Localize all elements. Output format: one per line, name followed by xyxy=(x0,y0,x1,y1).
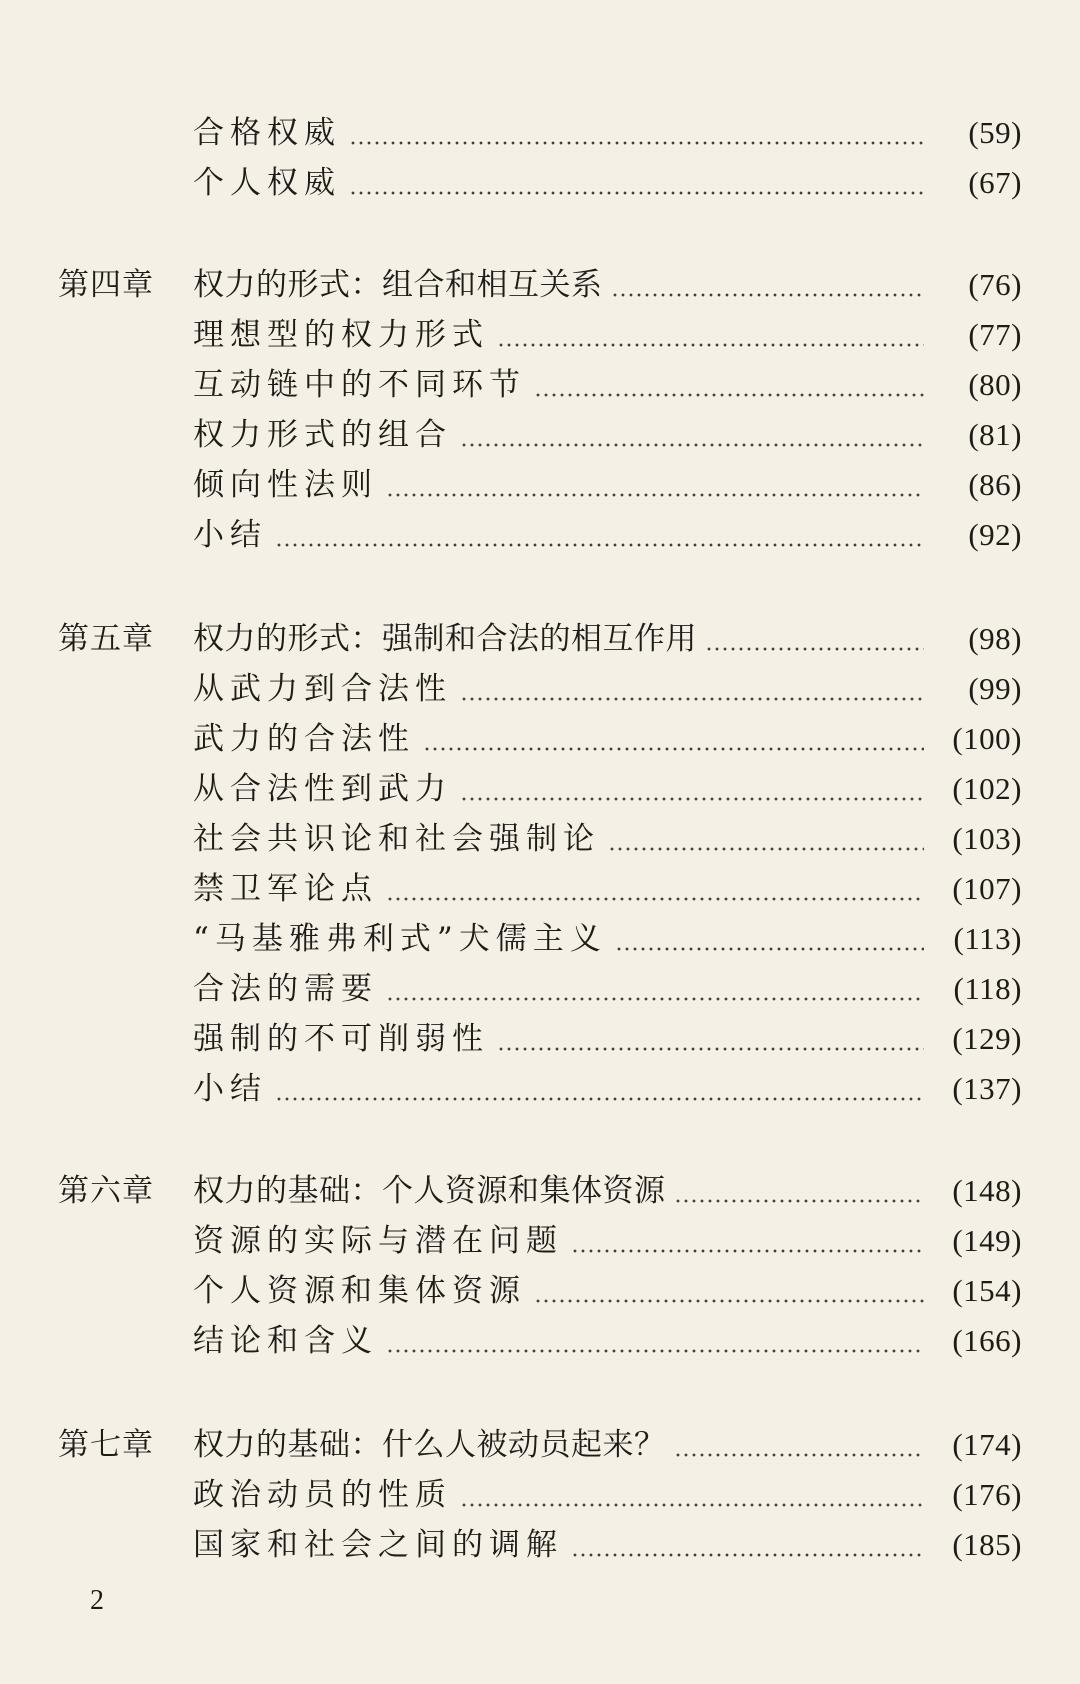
entry-title: “马基雅弗利式”犬儒主义 xyxy=(193,921,607,957)
entry-title: 小结 xyxy=(193,517,267,553)
page-folio-number: 2 xyxy=(90,1585,104,1616)
entry-title: 武力的合法性 xyxy=(193,721,415,757)
toc-entry xyxy=(0,310,1080,360)
toc-entry xyxy=(0,864,1080,914)
toc-entry xyxy=(0,664,1080,714)
toc-entry xyxy=(0,1470,1080,1520)
entry-title: 社会共识论和社会强制论 xyxy=(193,821,600,857)
entry-line xyxy=(193,664,1022,714)
page-number: (148) xyxy=(952,1173,1022,1208)
chapter-number: 第五章 xyxy=(58,621,154,657)
entry-line xyxy=(193,1014,1022,1064)
page-number: (185) xyxy=(952,1527,1022,1562)
entry-title: 资源的实际与潜在问题 xyxy=(193,1223,563,1259)
entry-line xyxy=(193,410,1022,460)
entry-line xyxy=(193,1216,1022,1266)
toc-entry xyxy=(0,158,1080,208)
dot-leader xyxy=(460,1470,924,1520)
dot-leader xyxy=(349,108,924,158)
entry-line xyxy=(193,614,1022,664)
entry-title: 个人权威 xyxy=(193,165,341,201)
chapter-heading xyxy=(0,1420,1080,1470)
entry-title: 强制的不可削弱性 xyxy=(193,1021,489,1057)
dot-leader xyxy=(674,1420,925,1470)
page-number: (102) xyxy=(952,771,1022,806)
entry-line xyxy=(193,108,1022,158)
dot-leader xyxy=(386,460,924,510)
entry-line xyxy=(193,1520,1022,1570)
entry-line xyxy=(193,1166,1022,1216)
dot-leader xyxy=(386,1316,924,1366)
entry-title: 政治动员的性质 xyxy=(193,1477,452,1513)
page-number: (99) xyxy=(968,671,1022,706)
page-number: (76) xyxy=(968,267,1022,302)
entry-title: 权力形式的组合 xyxy=(193,417,452,453)
dot-leader xyxy=(705,614,924,664)
chapter-title: 权力的形式：组合和相互关系 xyxy=(193,267,603,303)
page-number: (67) xyxy=(968,165,1022,200)
page-number: (137) xyxy=(952,1071,1022,1106)
toc-entry xyxy=(0,510,1080,560)
dot-leader xyxy=(534,360,924,410)
entry-line xyxy=(193,158,1022,208)
page-number: (77) xyxy=(968,317,1022,352)
entry-line xyxy=(193,1420,1022,1470)
toc-entry xyxy=(0,1216,1080,1266)
dot-leader xyxy=(275,510,924,560)
entry-title: 互动链中的不同环节 xyxy=(193,367,526,403)
page-number: (103) xyxy=(952,821,1022,856)
chapter-heading xyxy=(0,260,1080,310)
dot-leader xyxy=(460,664,924,714)
entry-line xyxy=(193,1266,1022,1316)
chapter-number: 第四章 xyxy=(58,267,154,303)
dot-leader xyxy=(349,158,924,208)
page-number: (118) xyxy=(953,971,1022,1006)
page-number: (86) xyxy=(968,467,1022,502)
chapter-heading xyxy=(0,614,1080,664)
entry-line xyxy=(193,1316,1022,1366)
toc-entry xyxy=(0,108,1080,158)
page-number: (129) xyxy=(952,1021,1022,1056)
toc-entry xyxy=(0,1014,1080,1064)
dot-leader xyxy=(423,714,924,764)
dot-leader xyxy=(460,410,924,460)
entry-line xyxy=(193,714,1022,764)
toc-entry xyxy=(0,410,1080,460)
dot-leader xyxy=(386,864,924,914)
chapter-title: 权力的基础：什么人被动员起来？ xyxy=(193,1427,666,1463)
chapter-number: 第七章 xyxy=(58,1427,154,1463)
entry-line xyxy=(193,260,1022,310)
page-number: (80) xyxy=(968,367,1022,402)
page-number: (59) xyxy=(968,115,1022,150)
page-number: (98) xyxy=(968,621,1022,656)
toc-entry xyxy=(0,1316,1080,1366)
chapter-title: 权力的形式：强制和合法的相互作用 xyxy=(193,621,697,657)
entry-title: 结论和含义 xyxy=(193,1323,378,1359)
chapter-number: 第六章 xyxy=(58,1173,154,1209)
page-number: (174) xyxy=(952,1427,1022,1462)
toc-entry xyxy=(0,1266,1080,1316)
toc-entry xyxy=(0,914,1080,964)
entry-title: 理想型的权力形式 xyxy=(193,317,489,353)
dot-leader xyxy=(386,964,924,1014)
entry-line xyxy=(193,814,1022,864)
dot-leader xyxy=(497,1014,924,1064)
entry-line xyxy=(193,1064,1022,1114)
entry-line xyxy=(193,764,1022,814)
dot-leader xyxy=(674,1166,925,1216)
page-number: (166) xyxy=(952,1323,1022,1358)
entry-line xyxy=(193,1470,1022,1520)
chapter-title: 权力的基础：个人资源和集体资源 xyxy=(193,1173,666,1209)
entry-line xyxy=(193,914,1022,964)
toc-entry xyxy=(0,460,1080,510)
toc-entry xyxy=(0,764,1080,814)
entry-title: 国家和社会之间的调解 xyxy=(193,1527,563,1563)
dot-leader xyxy=(460,764,924,814)
page-number: (176) xyxy=(952,1477,1022,1512)
page-number: (100) xyxy=(952,721,1022,756)
entry-line xyxy=(193,864,1022,914)
entry-title: 倾向性法则 xyxy=(193,467,378,503)
dot-leader xyxy=(534,1266,924,1316)
toc-entry xyxy=(0,714,1080,764)
entry-title: 禁卫军论点 xyxy=(193,871,378,907)
page-number: (81) xyxy=(968,417,1022,452)
entry-title: 合格权威 xyxy=(193,115,341,151)
entry-line xyxy=(193,310,1022,360)
entry-title: 小结 xyxy=(193,1071,267,1107)
page-number: (154) xyxy=(952,1273,1022,1308)
toc-entry xyxy=(0,1520,1080,1570)
dot-leader xyxy=(275,1064,924,1114)
entry-title: 合法的需要 xyxy=(193,971,378,1007)
dot-leader xyxy=(571,1216,924,1266)
page-number: (107) xyxy=(952,871,1022,906)
toc-entry xyxy=(0,1064,1080,1114)
dot-leader xyxy=(608,814,924,864)
chapter-heading xyxy=(0,1166,1080,1216)
entry-title: 从合法性到武力 xyxy=(193,771,452,807)
dot-leader xyxy=(615,914,924,964)
page-number: (149) xyxy=(952,1223,1022,1258)
page-number: (113) xyxy=(953,921,1022,956)
entry-title: 从武力到合法性 xyxy=(193,671,452,707)
dot-leader xyxy=(611,260,925,310)
toc-entry xyxy=(0,360,1080,410)
dot-leader xyxy=(571,1520,924,1570)
entry-line xyxy=(193,360,1022,410)
dot-leader xyxy=(497,310,924,360)
toc-entry xyxy=(0,814,1080,864)
page-number: (92) xyxy=(968,517,1022,552)
toc-entry xyxy=(0,964,1080,1014)
entry-line xyxy=(193,460,1022,510)
entry-line xyxy=(193,964,1022,1014)
entry-title: 个人资源和集体资源 xyxy=(193,1273,526,1309)
entry-line xyxy=(193,510,1022,560)
